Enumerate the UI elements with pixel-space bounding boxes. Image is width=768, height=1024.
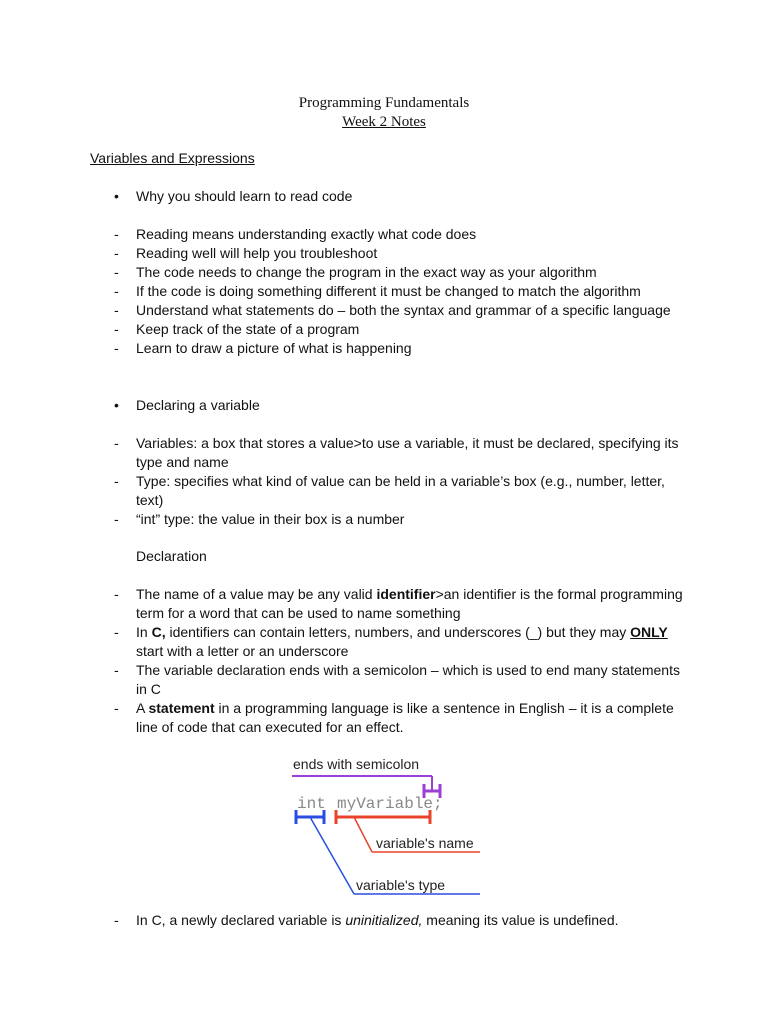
list-item: - Reading well will help you troubleshoot (114, 245, 378, 261)
label-variable-type: variable's type (356, 877, 446, 893)
label-ends-with-semicolon: ends with semicolon (293, 756, 420, 772)
bullet-text: Why you should learn to read code (136, 188, 353, 204)
list-item: - Learn to draw a picture of what is happening (114, 340, 412, 356)
section-heading: Variables and Expressions (90, 150, 255, 166)
document-subtitle: Week 2 Notes (342, 114, 426, 130)
list-item: - The code needs to change the program in the exact way as your algorithm (114, 264, 597, 280)
list-item: - Keep track of the state of a program (114, 321, 360, 337)
bullet-marker: • (114, 188, 119, 204)
list-item: - Type: specifies what kind of value can be held in a variable’s box (e.g., number, letter, text) (114, 473, 665, 508)
bullet-marker: • (114, 397, 119, 413)
list-item: - The name of a value may be any valid identifier>an identifier is the formal programming term for a word that can be used to name something (114, 586, 683, 621)
code-name-token: myVariable; (337, 795, 443, 813)
subheading-declaration: Declaration (136, 548, 207, 564)
code-type-token: int (297, 795, 326, 813)
list-item: - Variables: a box that stores a value>to use a variable, it must be declared, specifying its type and name (114, 435, 679, 470)
uninitialized-list (114, 911, 694, 930)
reading-list (114, 225, 694, 358)
list-item: - In C, a newly declared variable is uninitialized, meaning its value is undefined. (114, 912, 619, 928)
declaring-list (114, 434, 694, 529)
list-item: - “int” type: the value in their box is a number (114, 511, 405, 527)
document-title: Programming Fundamentals (298, 95, 470, 111)
declaration-list (114, 585, 694, 737)
type-leader-line (310, 817, 354, 894)
label-variable-name: variable's name (376, 835, 474, 851)
list-item: - In C, identifiers can contain letters, numbers, and underscores (_) but they may ONLY start with a letter or an underscore (114, 624, 668, 659)
variable-declaration-diagram (284, 748, 494, 900)
list-item: - The variable declaration ends with a semicolon – which is used to end many statements in C (114, 662, 680, 697)
list-item: - If the code is doing something different it must be changed to match the algorithm (114, 283, 641, 299)
bullet-text: Declaring a variable (136, 397, 260, 413)
name-leader-line (354, 817, 372, 852)
list-item: - Understand what statements do – both the syntax and grammar of a specific language (114, 302, 671, 318)
list-item: - Reading means understanding exactly what code does (114, 226, 477, 242)
list-item: - A statement in a programming language is like a sentence in English – it is a complete line of code that can executed for an effect. (114, 700, 674, 735)
